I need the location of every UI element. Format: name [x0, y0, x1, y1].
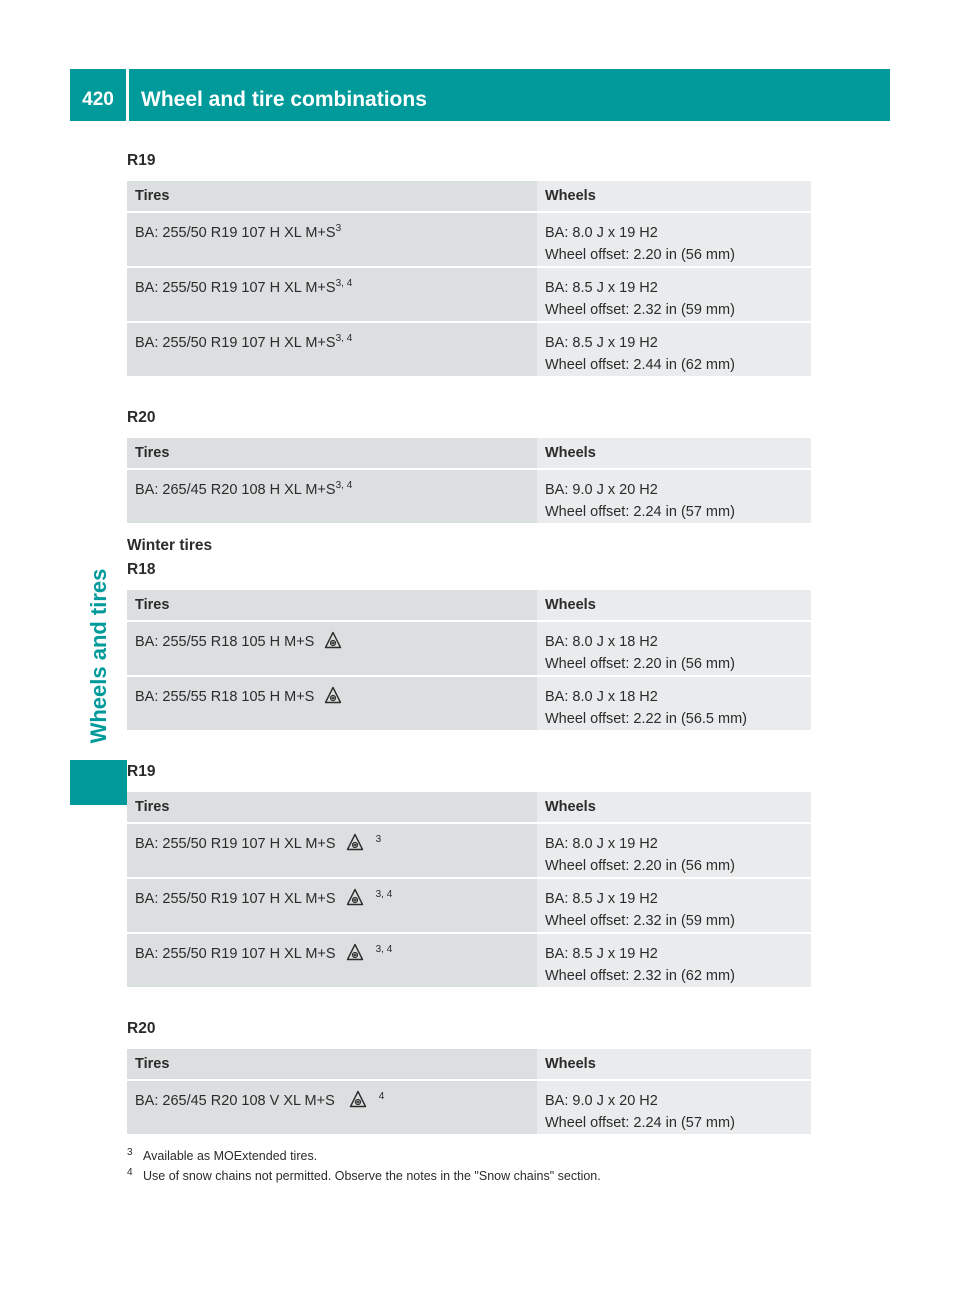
table-header-row: [127, 1049, 811, 1080]
wheel-offset: Wheel offset: 2.24 in (57 mm): [545, 504, 735, 520]
tire-table-winter-r18: [127, 590, 811, 730]
tire-cell: [127, 621, 537, 676]
page-header: [70, 69, 890, 121]
wheel-offset: Wheel offset: 2.32 in (59 mm): [545, 302, 735, 318]
wheel-offset: Wheel offset: 2.20 in (56 mm): [545, 858, 735, 874]
wheel-cell: [537, 469, 811, 523]
section-heading-winter-r19: R19: [127, 763, 156, 780]
wheel-cell: [537, 267, 811, 322]
table-row: [127, 878, 811, 933]
wheel-spec: BA: 9.0 J x 20 H2: [545, 482, 658, 498]
wheel-spec: BA: 8.5 J x 19 H2: [545, 280, 658, 296]
side-tab-label: Wheels and tires: [86, 568, 111, 744]
column-header-tires: Tires: [127, 438, 537, 469]
wheel-spec: BA: 9.0 J x 20 H2: [545, 1093, 658, 1109]
table-row: [127, 1080, 811, 1134]
section-heading-r19: R19: [127, 152, 156, 169]
tire-spec: BA: 265/45 R20 108 H XL M+S: [135, 482, 336, 498]
page-title: Wheel and tire combinations: [141, 88, 427, 111]
tire-cell: [127, 823, 537, 878]
wheel-spec: BA: 8.0 J x 19 H2: [545, 225, 658, 241]
wheel-spec: BA: 8.0 J x 18 H2: [545, 689, 658, 705]
footnote-ref: 3, 4: [375, 944, 393, 956]
snowflake-mountain-icon: [346, 888, 364, 906]
page-number: 420: [82, 89, 114, 110]
footnote-text: Use of snow chains not permitted. Observe the notes in the "Snow chains" section.: [143, 1169, 601, 1183]
footnote: 3 Available as MOExtended tires.: [127, 1146, 318, 1163]
table-row: [127, 469, 811, 523]
wheel-offset: Wheel offset: 2.20 in (56 mm): [545, 656, 735, 672]
section-heading-r20: R20: [127, 409, 156, 426]
content: [127, 150, 811, 1134]
wheel-cell: [537, 322, 811, 376]
tire-cell: [127, 878, 537, 933]
wheel-spec: BA: 8.5 J x 19 H2: [545, 335, 658, 351]
wheel-spec: BA: 8.5 J x 19 H2: [545, 891, 658, 907]
footnote-ref: 3, 4: [375, 889, 393, 901]
column-header-wheels: Wheels: [537, 1049, 811, 1080]
tire-table-winter-r19: [127, 792, 811, 987]
snowflake-mountain-icon: [346, 943, 364, 961]
tire-spec: BA: 255/55 R18 105 H M+S: [135, 634, 315, 650]
snowflake-mountain-icon: [349, 1090, 367, 1108]
table-header-row: [127, 792, 811, 823]
table-row: [127, 933, 811, 987]
side-tab-marker: [70, 760, 127, 805]
tire-table-winter-r20: [127, 1049, 811, 1134]
table-row: [127, 823, 811, 878]
footnote-ref: 4: [378, 1091, 385, 1103]
tire-cell: [127, 469, 537, 523]
tire-table-r19: [127, 181, 811, 376]
column-header-tires: Tires: [127, 792, 537, 823]
wheel-spec: BA: 8.0 J x 18 H2: [545, 634, 658, 650]
footnote-ref: 3, 4: [335, 333, 353, 345]
tire-cell: [127, 212, 537, 267]
tire-cell: [127, 676, 537, 730]
table-row: [127, 676, 811, 730]
column-header-tires: Tires: [127, 590, 537, 621]
column-header-tires: Tires: [127, 1049, 537, 1080]
tire-spec: BA: 255/50 R19 107 H XL M+S: [135, 280, 336, 296]
tire-spec: BA: 255/50 R19 107 H XL M+S: [135, 946, 336, 962]
wheel-spec: BA: 8.5 J x 19 H2: [545, 946, 658, 962]
table-row: [127, 212, 811, 267]
footnote: 4 Use of snow chains not permitted. Observe the notes in the "Snow chains" section.: [127, 1166, 601, 1183]
section-heading-winter-r18: R18: [127, 561, 156, 578]
table-header-row: [127, 590, 811, 621]
tire-spec: BA: 255/50 R19 107 H XL M+S: [135, 891, 336, 907]
footnote-ref: 3, 4: [335, 480, 353, 492]
footnote-ref: 3: [375, 834, 382, 846]
wheel-cell: [537, 1080, 811, 1134]
table-header-row: [127, 438, 811, 469]
snowflake-mountain-icon: [324, 686, 342, 704]
tire-cell: [127, 267, 537, 322]
table-row: [127, 267, 811, 322]
table-header-row: [127, 181, 811, 212]
tire-cell: [127, 322, 537, 376]
column-header-wheels: Wheels: [537, 438, 811, 469]
wheel-offset: Wheel offset: 2.24 in (57 mm): [545, 1115, 735, 1131]
wheel-offset: Wheel offset: 2.32 in (62 mm): [545, 968, 735, 984]
footnote-ref: 3, 4: [335, 278, 353, 290]
tire-cell: [127, 1080, 537, 1134]
wheel-cell: [537, 621, 811, 676]
wheel-cell: [537, 933, 811, 987]
header-divider: [126, 69, 129, 121]
snowflake-mountain-icon: [346, 833, 364, 851]
tire-table-r20: [127, 438, 811, 523]
column-header-wheels: Wheels: [537, 590, 811, 621]
column-header-wheels: Wheels: [537, 181, 811, 212]
column-header-wheels: Wheels: [537, 792, 811, 823]
tire-spec: BA: 255/50 R19 107 H XL M+S: [135, 335, 336, 351]
snowflake-mountain-icon: [324, 631, 342, 649]
tire-spec: BA: 255/50 R19 107 H XL M+S: [135, 836, 336, 852]
wheel-offset: Wheel offset: 2.20 in (56 mm): [545, 247, 735, 263]
table-row: [127, 621, 811, 676]
tire-spec: BA: 255/55 R18 105 H M+S: [135, 689, 315, 705]
wheel-cell: [537, 212, 811, 267]
wheel-spec: BA: 8.0 J x 19 H2: [545, 836, 658, 852]
footnotes: [127, 1146, 601, 1186]
footnote-ref: 3: [335, 223, 342, 235]
table-row: [127, 322, 811, 376]
section-heading-winter-r20: R20: [127, 1020, 156, 1037]
wheel-cell: [537, 676, 811, 730]
wheel-offset: Wheel offset: 2.44 in (62 mm): [545, 357, 735, 373]
wheel-cell: [537, 823, 811, 878]
wheel-cell: [537, 878, 811, 933]
tire-spec: BA: 265/45 R20 108 V XL M+S: [135, 1093, 335, 1109]
tire-spec: BA: 255/50 R19 107 H XL M+S: [135, 225, 336, 241]
wheel-offset: Wheel offset: 2.32 in (59 mm): [545, 913, 735, 929]
footnote-text: Available as MOExtended tires.: [143, 1149, 318, 1163]
tire-cell: [127, 933, 537, 987]
column-header-tires: Tires: [127, 181, 537, 212]
section-heading-winter-tires: Winter tires: [127, 537, 213, 554]
wheel-offset: Wheel offset: 2.22 in (56.5 mm): [545, 711, 748, 727]
